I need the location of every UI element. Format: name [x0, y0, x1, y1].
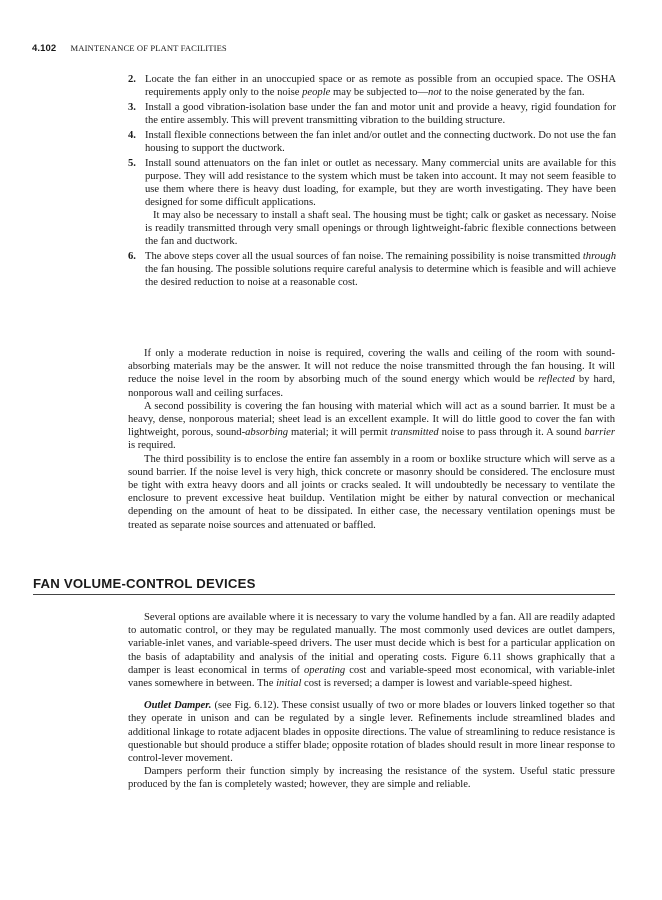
noise-reduction-paragraphs	[128, 347, 615, 532]
list-item-number: 4.	[128, 130, 136, 141]
list-item-text: Install sound attenuators on the fan inlet or outlet as necessary. Many commercial units are available for this purpose. They will add resistance to the system which must be taken into account. It may not seem feasible to use them where there is heavy dust loading, for example, but they are worth investigating. They have been designed for some difficult applications.	[145, 158, 616, 208]
section-heading: FAN VOLUME-CONTROL DEVICES	[33, 576, 615, 595]
list-item-continuation: It may also be necessary to install a shaft seal. The housing must be tight; calk or gasket as necessary. Noise is readily transmitted through very small openings or through lightweight-fabric flexible connections between the fan and ductwork.	[145, 210, 616, 247]
list-item	[128, 101, 616, 127]
list-item	[128, 250, 616, 289]
paragraph: Dampers perform their function simply by increasing the resistance of the system. Useful static pressure produced by the fan is completely wasted; however, they are simple and reliable.	[128, 766, 615, 791]
paragraph: If only a moderate reduction in noise is required, covering the walls and ceiling of the room with sound-absorbing materials may be the answer. It will not reduce the noise transmitted through the fan housing. It will reduce the noise level in the room by absorbing much of the sound energy which would be reflected by hard, nonporous wall and ceiling surfaces.	[128, 348, 615, 399]
paragraph: A second possibility is covering the fan housing with material which will act as a sound barrier. It must be a heavy, dense, nonporous material; sheet lead is an excellent example. It will do little good to cover the fan with lightweight, porous, sound-absorbing material; it will permit transmitted noise to pass through it. A sound barrier is required.	[128, 400, 615, 452]
list-item	[128, 129, 616, 155]
run-in-heading: Outlet Damper.	[144, 700, 212, 712]
page-number: 4.102	[32, 43, 57, 54]
list-item-number: 3.	[128, 102, 136, 113]
list-item-text: The above steps cover all the usual sources of fan noise. The remaining possibility is noise transmitted through the fan housing. The possible solutions require careful analysis to determine which is feasible and will achieve the desired reduction to noise at a reasonable cost.	[145, 251, 616, 288]
paragraph: Outlet Damper. (see Fig. 6.12). These consist usually of two or more blades or louvers linked together so that they operate in unison and can be regulated by a single lever. Refinements include streamlined blades and additional linkage to rotate adjacent blades in opposite directions. The value of streamlining to reduce resistance is questionable but should produce a stiffer blade; opposite rotation of blades should result in more linear response to control-lever movement.	[128, 700, 615, 765]
paragraph: Several options are available where it is necessary to vary the volume handled by a fan. All are readily adapted to automatic control, or they may be regulated manually. The most commonly used devices are outlet dampers, variable-inlet vanes, and variable-speed drivers. The user must decide which is best for a particular application on the basis of adaptability and analysis of the initial and operating costs. Figure 6.11 shows graphically that a damper is least economical in terms of operating cost and variable-speed most economical, with variable-inlet vanes somewhere in between. The initial cost is reversed; a damper is lowest and variable-speed highest.	[128, 612, 615, 690]
page-header	[32, 43, 632, 57]
list-item	[128, 157, 616, 248]
volume-control-paragraphs	[128, 611, 615, 792]
numbered-list	[128, 73, 616, 291]
list-item-text: Install flexible connections between the fan inlet and/or outlet and the connecting ductwork. Do not use the fan housing to support the ductwork.	[145, 130, 616, 154]
list-item-number: 2.	[128, 74, 136, 85]
list-item	[128, 73, 616, 99]
list-item-number: 5.	[128, 158, 136, 169]
paragraph: The third possibility is to enclose the entire fan assembly in a room or boxlike structure which will serve as a sound barrier. If the noise level is very high, thick concrete or masonry should be considered. The enclosure must be tight with extra heavy doors and all joints or cracks sealed. It will undoubtedly be necessary to ventilate the enclosure to prevent excessive heat buildup. Ventilation might be either by natural convection or mechanical depending on the amount of heat to be dissipated. In either case, the necessary ventilation openings must be treated as separate noise sources and attenuated or baffled.	[128, 453, 615, 531]
running-title: MAINTENANCE OF PLANT FACILITIES	[70, 43, 227, 53]
list-item-text: Install a good vibration-isolation base under the fan and motor unit and provide a heavy, rigid foundation for the entire assembly. This will prevent transmitting vibration to the building structure.	[145, 102, 616, 126]
list-item-text: Locate the fan either in an unoccupied space or as remote as possible from an occupied space. The OSHA requirements apply only to the noise people may be subjected to—not to the noise generated by the fan.	[145, 74, 616, 98]
list-item-number: 6.	[128, 251, 136, 262]
